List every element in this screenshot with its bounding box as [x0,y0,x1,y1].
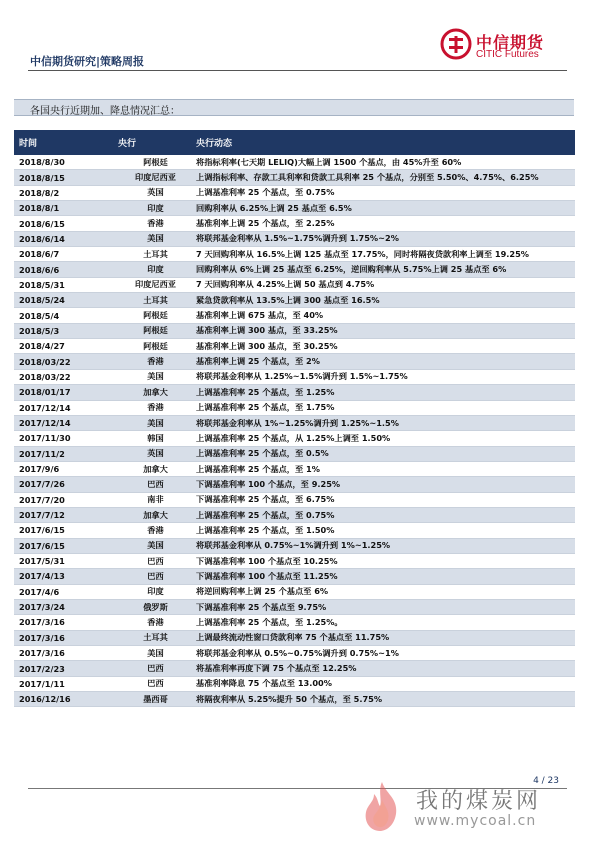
cell-date: 2017/12/14 [19,418,71,429]
cell-central-bank: 加拿大 [143,386,168,397]
cell-central-bank: 美国 [147,647,164,658]
table-row [14,523,575,538]
cell-date: 2017/4/13 [19,571,65,582]
table-row [14,646,575,661]
cell-date: 2017/3/16 [19,632,65,643]
cell-date: 2017/7/20 [19,494,65,505]
cell-date: 2017/7/26 [19,479,65,490]
cell-action: 7 天回购利率从 16.5%上调 125 基点至 17.75%，同时将隔夜贷款利率上调至 19.25% [196,248,529,259]
cell-action: 将联邦基金利率从 1%~1.25%调升到 1.25%~1.5% [196,417,399,428]
cell-central-bank: 美国 [147,233,164,244]
cell-action: 下调基准利率 25 个基点至 9.75% [196,601,327,612]
watermark [356,778,586,838]
cell-central-bank: 美国 [147,540,164,551]
cell-date: 2017/3/16 [19,648,65,659]
table-row [14,661,575,676]
table-row [14,539,575,554]
table-row [14,186,575,201]
table-row [14,262,575,277]
table-row [14,585,575,600]
cell-date: 2018/01/17 [19,387,71,398]
cell-date: 2017/3/16 [19,617,65,628]
table-row [14,354,575,369]
watermark-url: www.mycoal.cn [414,813,537,829]
cell-date: 2017/12/14 [19,402,71,413]
cell-action: 下调基准利率 25 个基点，至 6.75% [196,494,335,505]
cell-date: 2018/03/22 [19,371,71,382]
table-row [14,447,575,462]
table-row [14,508,575,523]
cell-action: 上调基准利率 25 个基点，至 0.75% [196,187,335,198]
cell-action: 上调基准利率 25 个基点，至 0.5% [196,448,329,459]
cell-date: 2018/8/1 [19,203,60,214]
cell-date: 2018/03/22 [19,356,71,367]
table-row [14,477,575,492]
cell-date: 2017/1/11 [19,678,65,689]
central-bank-rate-table [14,130,575,707]
table-row [14,170,575,185]
cell-date: 2018/6/14 [19,233,65,244]
cell-action: 基准利率上调 25 个基点，至 2.25% [196,218,335,229]
cell-central-bank: 阿根廷 [143,340,168,351]
table-row [14,201,575,216]
table-row [14,339,575,354]
cell-central-bank: 香港 [147,218,164,229]
cell-central-bank: 香港 [147,524,164,535]
cell-action: 基准利率降息 75 个基点至 13.00% [196,678,332,689]
cell-action: 下调基准利率 100 个基点至 10.25% [196,555,338,566]
cell-action: 紧急贷款利率从 13.5%上调 300 基点至 16.5% [196,294,380,305]
cell-date: 2017/5/31 [19,556,65,567]
cell-action: 基准利率上调 300 基点，至 33.25% [196,325,338,336]
cell-date: 2018/5/24 [19,295,65,306]
cell-date: 2018/6/7 [19,249,60,260]
cell-action: 回购利率从 6.25%上调 25 基点至 6.5% [196,202,352,213]
cell-action: 将联邦基金利率从 1.25%~1.5%调升到 1.5%~1.75% [196,371,408,382]
table-row [14,431,575,446]
cell-central-bank: 南非 [147,494,164,505]
table-row [14,569,575,584]
cell-date: 2018/8/30 [19,157,65,168]
cell-date: 2018/5/4 [19,310,60,321]
cell-date: 2017/11/2 [19,448,65,459]
cell-central-bank: 加拿大 [143,509,168,520]
cell-date: 2018/4/27 [19,341,65,352]
cell-date: 2017/3/24 [19,602,65,613]
table-row [14,232,575,247]
cell-action: 将隔夜利率从 5.25%提升 50 个基点，至 5.75% [196,693,383,704]
table-row [14,324,575,339]
cell-central-bank: 美国 [147,417,164,428]
cell-central-bank: 加拿大 [143,463,168,474]
table-header-row [14,130,575,155]
cell-action: 基准利率上调 675 基点，至 40% [196,310,324,321]
table-row [14,677,575,692]
table-row [14,247,575,262]
cell-central-bank: 巴西 [147,663,164,674]
citic-futures-logo [440,28,560,64]
table-row [14,293,575,308]
cell-central-bank: 香港 [147,356,164,367]
citic-logo-icon [440,28,472,60]
cell-central-bank: 香港 [147,402,164,413]
cell-action: 下调基准利率 100 个基点，至 9.25% [196,478,341,489]
cell-action: 将指标利率(七天期 LELIQ)大幅上调 1500 个基点，由 45%升至 60% [196,156,462,167]
report-header-title: 中信期货研究|策略周报 [30,55,145,68]
cell-central-bank: 韩国 [147,432,164,443]
cell-central-bank: 阿根廷 [143,325,168,336]
cell-action: 上调最终流动性窗口贷款利率 75 个基点至 11.75% [196,632,390,643]
table-row [14,416,575,431]
cell-date: 2018/8/15 [19,172,65,183]
cell-action: 将联邦基金利率从 1.5%~1.75%调升到 1.75%~2% [196,233,399,244]
cell-central-bank: 美国 [147,371,164,382]
cell-central-bank: 印度尼西亚 [135,172,176,183]
header-divider [28,70,567,71]
cell-date: 2018/5/31 [19,279,65,290]
cell-action: 上调基准利率 25 个基点，至 1.50% [196,524,335,535]
cell-action: 下调基准利率 100 个基点至 11.25% [196,570,338,581]
table-row [14,600,575,615]
cell-central-bank: 土耳其 [143,294,168,305]
cell-central-bank: 巴西 [147,555,164,566]
section-title: 各国央行近期加、降息情况汇总： [30,106,180,117]
cell-date: 2017/9/6 [19,464,60,475]
table-row [14,692,575,707]
cell-action: 回购利率从 6%上调 25 基点至 6.25%，逆回购利率从 5.75%上调 25 基点至 6% [196,264,507,275]
cell-date: 2017/6/15 [19,525,65,536]
cell-central-bank: 印度尼西亚 [135,279,176,290]
cell-central-bank: 巴西 [147,478,164,489]
cell-central-bank: 印度 [147,264,164,275]
cell-action: 上调基准利率 25 个基点，从 1.25%上调至 1.50% [196,432,391,443]
logo-text-en: CITIC Futures [476,49,539,60]
cell-action: 7 天回购利率从 4.25%上调 50 基点到 4.75% [196,279,375,290]
table-row [14,155,575,170]
header-date: 时间 [19,139,38,149]
flame-icon [356,778,408,834]
cell-date: 2018/6/15 [19,218,65,229]
cell-action: 将联邦基金利率从 0.75%~1%调升到 1%~1.25% [196,540,391,551]
cell-action: 上调基准利率 25 个基点，至 1.25% [196,386,335,397]
page-number: 4 / 23 [533,776,559,786]
cell-central-bank: 土耳其 [143,248,168,259]
table-row [14,554,575,569]
cell-action: 上调基准利率 25 个基点，至 1% [196,463,320,474]
cell-action: 将逆回购利率上调 25 个基点至 6% [196,586,329,597]
table-row [14,493,575,508]
cell-date: 2018/6/6 [19,264,60,275]
table-body [14,155,575,707]
cell-action: 上调基准利率 25 个基点，至 1.25%。 [196,616,343,627]
cell-date: 2018/8/2 [19,187,60,198]
cell-date: 2016/12/16 [19,694,71,705]
cell-date: 2017/11/30 [19,433,71,444]
cell-central-bank: 阿根廷 [143,156,168,167]
cell-central-bank: 墨西哥 [143,693,168,704]
cell-central-bank: 印度 [147,202,164,213]
cell-central-bank: 香港 [147,616,164,627]
cell-date: 2017/2/23 [19,663,65,674]
cell-central-bank: 英国 [147,448,164,459]
table-row [14,401,575,416]
header-central-bank: 央行 [118,139,137,149]
cell-action: 上调基准利率 25 个基点，至 1.75% [196,402,335,413]
cell-action: 基准利率上调 300 基点，至 30.25% [196,340,338,351]
cell-action: 上调指标利率、存款工具利率和贷款工具利率 25 个基点，分别至 5.50%、4.75%、6.25% [196,172,539,183]
cell-central-bank: 土耳其 [143,632,168,643]
cell-central-bank: 巴西 [147,678,164,689]
logo-text-cn: 中信期货 [476,33,545,52]
cell-action: 上调基准利率 25 个基点，至 0.75% [196,509,335,520]
header-action: 央行动态 [196,139,233,149]
cell-date: 2017/4/6 [19,586,60,597]
cell-central-bank: 俄罗斯 [143,601,168,612]
table-row [14,308,575,323]
table-row [14,615,575,630]
cell-action: 将基准利率再度下调 75 个基点至 12.25% [196,663,357,674]
cell-action: 将联邦基金利率从 0.5%~0.75%调升到 0.75%~1% [196,647,399,658]
cell-central-bank: 印度 [147,586,164,597]
cell-central-bank: 英国 [147,187,164,198]
cell-central-bank: 巴西 [147,570,164,581]
table-row [14,462,575,477]
cell-date: 2017/6/15 [19,540,65,551]
cell-date: 2018/5/3 [19,325,60,336]
watermark-text-cn: 我的煤炭网 [416,789,542,814]
table-row [14,385,575,400]
cell-action: 基准利率上调 25 个基点，至 2% [196,356,320,367]
table-row [14,631,575,646]
table-row [14,216,575,231]
table-row [14,278,575,293]
cell-central-bank: 阿根廷 [143,310,168,321]
cell-date: 2017/7/12 [19,510,65,521]
table-row [14,370,575,385]
